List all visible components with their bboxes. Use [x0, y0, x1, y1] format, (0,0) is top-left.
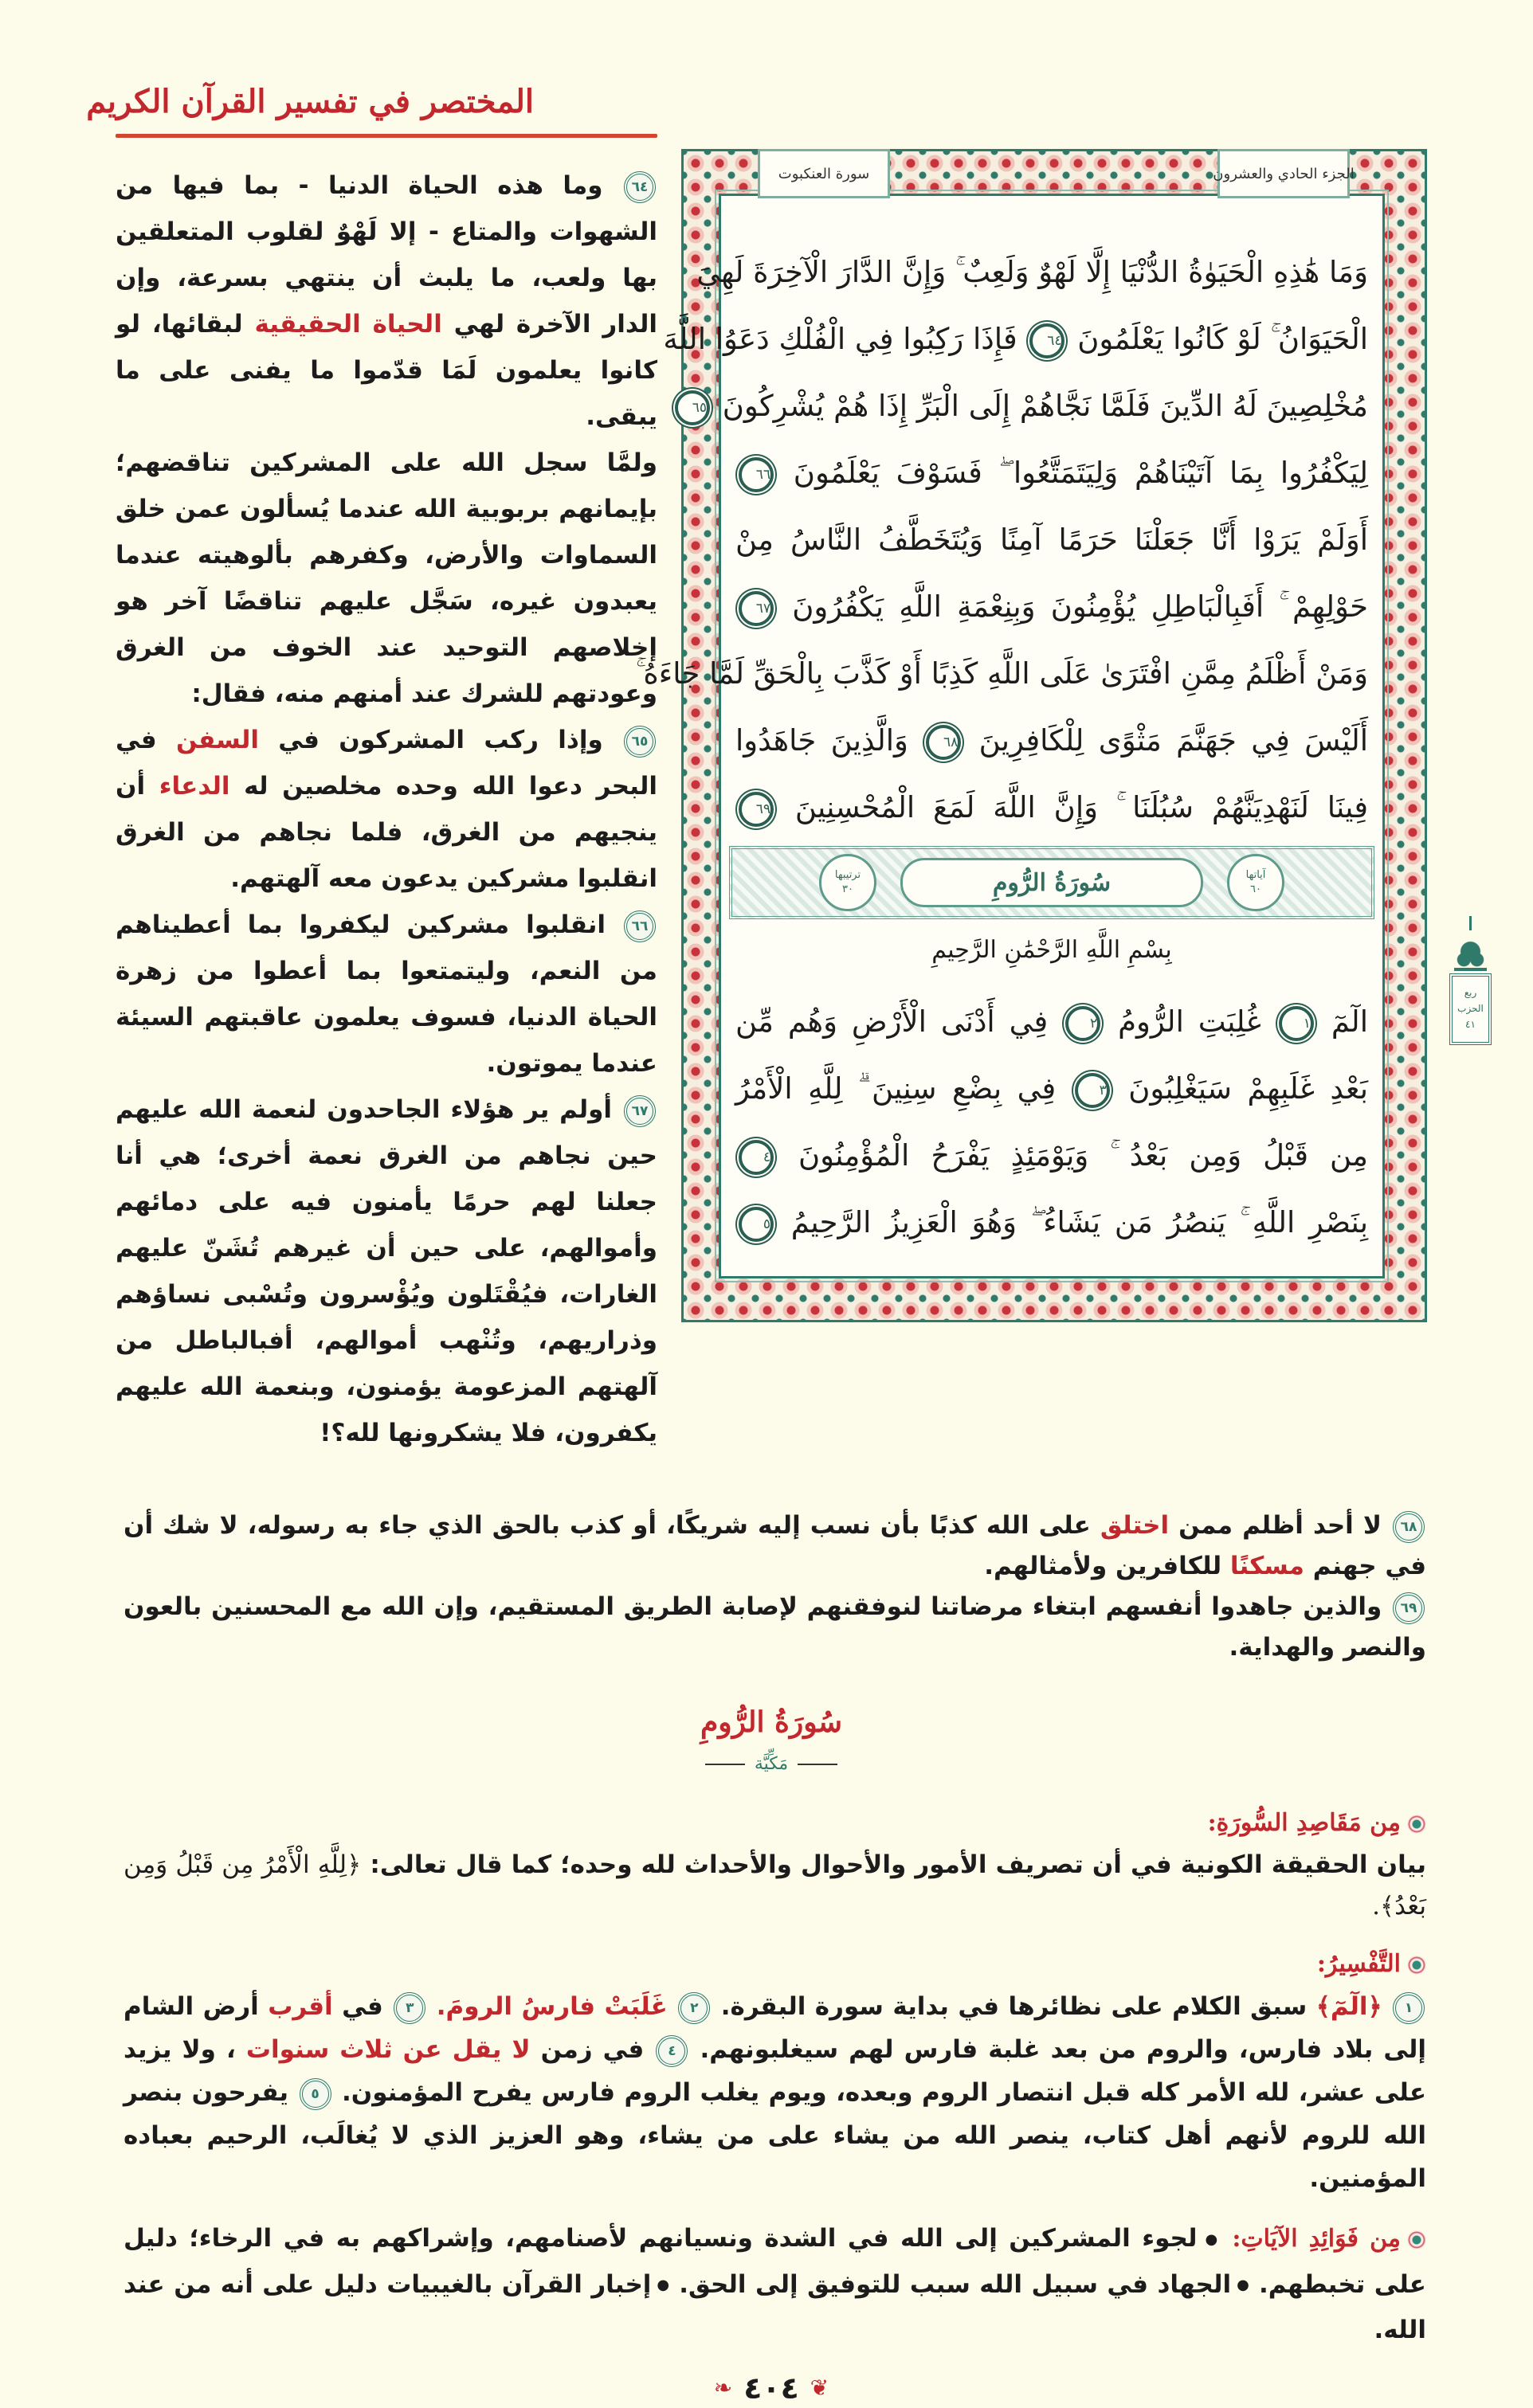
- order-value: ٣٠: [842, 883, 853, 895]
- benefit-item: ● إخبار القرآن بالغيبيات دليل على أنه من عند الله.: [124, 2270, 1426, 2345]
- rosette-bullet-icon: [1407, 2230, 1426, 2249]
- ayah-number-marker: ٦٩: [739, 792, 774, 827]
- highlighted-term: السفن: [175, 726, 259, 754]
- highlighted-term: أقرب: [268, 1992, 333, 2021]
- ayah-number-marker: ٥: [300, 2078, 331, 2110]
- quran-line: [735, 1055, 1368, 1122]
- quran-line: [735, 440, 1368, 507]
- rosette-bullet-icon: [1407, 1815, 1426, 1834]
- benefits-heading: مِن فَوَائِدِ الآيَاتِ:: [1232, 2225, 1402, 2253]
- mushaf-page: [636, 194, 1385, 1278]
- tafsir-full-width: [124, 1505, 1426, 1668]
- surah-label: سورة العنكبوت: [758, 149, 890, 198]
- highlighted-term: اختلق: [1100, 1511, 1170, 1540]
- text-run: ، ولا يزيد على عشر، لله الأمر كله قبل انتصار الروم وبعده، ويوم يغلب الروم فارس يفرح المؤمنون.: [124, 2035, 1427, 2107]
- order-label: ترتيبها: [834, 869, 861, 881]
- text-run: والذين جاهدوا أنفسهم ابتغاء مرضاتنا لنوفقنهم لإصابة الطريق المستقيم، وإن الله مع المحسنين بالعون والنصر والهداية.: [124, 1592, 1426, 1662]
- quran-line: [735, 574, 1368, 640]
- benefit-item: ● لجوء المشركين إلى الله في الشدة ونسيانهم لأصنامهم، وإشراكهم به في الرخاء؛ دليل على تخبطهم.: [124, 2224, 1426, 2299]
- ayah-number-marker: ٦٩: [1393, 1592, 1425, 1624]
- text-run: فِي أَدْنَى الْأَرْضِ وَهُم مِّن: [735, 1004, 1049, 1039]
- objectives-text: [124, 1844, 1426, 1927]
- highlighted-term: غَلَبَتْ فارسُ الرومَ.: [436, 1992, 668, 2021]
- highlighted-term: الدعاء: [159, 772, 230, 801]
- quran-line: [735, 989, 1368, 1055]
- tafsir-heading: [124, 1943, 1426, 1985]
- benefit-item: ● الجهاد في سبيل الله سبب للتوفيق إلى الحق.: [679, 2270, 1249, 2299]
- tafsir-paragraph: [116, 440, 657, 717]
- highlighted-term: مسكنًا: [1229, 1552, 1304, 1580]
- quran-line: [636, 640, 1368, 707]
- surah-order-medallion: [819, 854, 876, 911]
- quran-line: [735, 707, 1368, 774]
- surah-name: سُورَةُ الرُّومِ: [900, 858, 1203, 907]
- revelation-type: مَكِّيَّة: [754, 1754, 789, 1774]
- text-run: لبقائها، لو كانوا يعلمون لَمَا قدّموا ما يفنى على ما يبقى.: [116, 310, 657, 431]
- hizb-marker: [1443, 927, 1498, 1046]
- quran-line: [735, 774, 1368, 841]
- text-run: لا أحد أظلم ممن: [1178, 1511, 1382, 1540]
- text-run: انقلبوا مشركين ليكفروا بما أعطيناهم من النعم، وليتمتعوا بما أعطوا من زهرة الحياة الدنيا، فسوف يعلمون عاقبتهم السيئة عندما يموتون.: [116, 910, 657, 1078]
- basmala: بِسْمِ اللَّهِ الرَّحْمَٰنِ الرَّحِيمِ: [931, 936, 1172, 964]
- highlighted-term: الحياة الحقيقية: [254, 310, 442, 339]
- tafsir-paragraph: [116, 1087, 657, 1456]
- quran-line: [735, 507, 1368, 574]
- ayah-number-marker: ٥: [739, 1207, 774, 1242]
- tafsir-paragraph: [124, 1505, 1426, 1587]
- tafsir-section-text: [124, 1985, 1426, 2200]
- ayah-number-marker: ٦٥: [675, 390, 710, 425]
- page-body: [116, 149, 1427, 2408]
- quran-line: [663, 306, 1368, 373]
- text-run: الٓمٓ: [1331, 1004, 1368, 1039]
- tafsir-column: [116, 162, 657, 1456]
- text-run: سبق الكلام على نظائرها في بداية سورة البقرة.: [720, 1992, 1308, 2021]
- tafsir-section: [124, 1943, 1426, 2200]
- heading-text: التَّفْسِيرُ:: [1316, 1950, 1401, 1978]
- benefits-section: [124, 2216, 1426, 2352]
- ayah-number-marker: ٢: [678, 1992, 710, 2024]
- benefits-text: [124, 2216, 1426, 2352]
- ayah-number-marker: ٦٦: [624, 910, 656, 942]
- text-run: أولم ير هؤلاء الجاحدون لنعمة الله عليهم حين نجاهم من الغرق نعمة أخرى؛ هي أنا جعلنا لهم حرمًا يأمنون فيه على دمائهم وأموالهم، على حين أن غيرهم تُشَنّ عليهم الغارات، فيُقْتَلون ويُؤْسرون وتُسْبى نساؤهم وذراريهم، وتُنْهب أموالهم، أفبالباطل من آلهتهم المزعومة يؤمنون، وبنعمة الله عليهم يكفرون، فلا يشكرونها لله؟!: [116, 1095, 657, 1447]
- ayah-number-marker: ٣: [394, 1992, 425, 2024]
- ayah-number-marker: ٦٥: [624, 726, 656, 758]
- tafsir-paragraph: [116, 162, 657, 440]
- text-run: فَإِذَا رَكِبُوا فِي الْفُلْكِ دَعَوُا اللَّهَ: [663, 322, 1017, 356]
- ayah-number-marker: ٦٨: [926, 725, 961, 760]
- objectives-heading: [124, 1802, 1426, 1844]
- surah-intro-title: سُورَةُ الرُّومِ: [700, 1705, 843, 1739]
- divider: [798, 1764, 837, 1765]
- top-row: [116, 149, 1427, 1456]
- objectives-section: [124, 1802, 1426, 1927]
- hizb-box: [1449, 973, 1492, 1045]
- ornament-icon: ❧: [713, 2375, 733, 2401]
- text-run: في البحر دعوا الله وحده مخلصين له: [116, 726, 658, 801]
- text-run: بَعْدِ غَلَبِهِمْ سَيَغْلِبُونَ: [1128, 1071, 1369, 1106]
- mushaf-frame: [636, 149, 1427, 1322]
- text-run: في زمن: [540, 2035, 645, 2064]
- ayah-number-marker: ١: [1393, 1992, 1425, 2024]
- text-run: مُخْلِصِينَ لَهُ الدِّينَ فَلَمَّا نَجَّاهُمْ إِلَى الْبَرِّ إِذَا هُمْ يُشْرِكُونَ: [722, 389, 1368, 423]
- ayat-value: ٦٠: [1250, 883, 1261, 895]
- tafsir-paragraph: [124, 1587, 1426, 1668]
- text-run: لِيَكْفُرُوا بِمَا آتَيْنَاهُمْ وَلِيَتَمَتَّعُوا ۖ فَسَوْفَ يَعْلَمُونَ: [793, 456, 1368, 490]
- dome-ornament-icon: [1454, 927, 1487, 971]
- ayat-label: آياتها: [1245, 869, 1266, 881]
- text-run: أَلَيْسَ فِي جَهَنَّمَ مَثْوًى لِلْكَافِرِينَ: [978, 723, 1369, 758]
- ayah-number-marker: ٦٤: [624, 171, 656, 203]
- ayat-count-medallion: [1227, 854, 1284, 911]
- text-run: فِينَا لَنَهْدِيَنَّهُمْ سُبُلَنَا ۚ وَإِنَّ اللَّهَ لَمَعَ الْمُحْسِنِينَ: [794, 790, 1369, 824]
- page-number: ٤٠٤: [743, 2371, 799, 2406]
- text-run: وَمَنْ أَظْلَمُ مِمَّنِ افْتَرَىٰ عَلَى اللَّهِ كَذِبًا أَوْ كَذَّبَ بِالْحَقِّ لَمَّا جَاءَهُ ۚ: [636, 656, 1368, 691]
- text-run: غُلِبَتِ الرُّومُ: [1118, 1004, 1261, 1039]
- page-footer: [116, 2368, 1427, 2408]
- juz-label: الجزء الحادي والعشرون: [1217, 149, 1350, 198]
- ayah-number-marker: ٢: [1065, 1006, 1100, 1041]
- quran-line: [735, 1189, 1368, 1256]
- title-divider: [116, 134, 657, 138]
- ayah-number-marker: ٤: [656, 2035, 688, 2067]
- text-run: للكافرين ولأمثالهم.: [984, 1552, 1222, 1580]
- tafsir-paragraph: [116, 902, 657, 1087]
- surah-intro-type: [116, 1751, 1427, 1778]
- text-run: وَالَّذِينَ جَاهَدُوا: [735, 723, 908, 758]
- quran-line: [735, 1122, 1368, 1189]
- text-run: وإذا ركب المشركون في: [278, 726, 603, 754]
- text-run: في: [342, 1992, 383, 2021]
- highlighted-term: ﴿الٓمٓ﴾: [1315, 1992, 1382, 2021]
- heading-text: مِن مَقَاصِدِ السُّورَةِ:: [1207, 1809, 1401, 1837]
- quran-lines-ankabut: [636, 239, 1369, 841]
- hizb-label: ربع الحزب: [1457, 987, 1484, 1014]
- ayah-number-marker: ٦٧: [624, 1095, 656, 1127]
- text-run: وما هذه الحياة الدنيا - بما فيها من الشهوات والمتاع - إلا لَهْوٌ لقلوب المتعلقين بها ولعب، ما يلبث أن ينتهي بسرعة، وإن الدار الآخرة لهي: [116, 171, 658, 339]
- ayah-number-marker: ٤: [739, 1140, 774, 1175]
- text-run: أَوَلَمْ يَرَوْا أَنَّا جَعَلْنَا حَرَمًا آمِنًا وَيُتَخَطَّفُ النَّاسُ مِنْ: [735, 523, 1368, 557]
- divider: [705, 1764, 745, 1765]
- book-title: المختصر في تفسير القرآن الكريم: [86, 83, 534, 120]
- ayah-number-marker: ١: [1279, 1006, 1314, 1041]
- ornament-icon: ❦: [810, 2375, 829, 2401]
- text-run: مِن قَبْلُ وَمِن بَعْدُ ۚ وَيَوْمَئِذٍ يَفْرَحُ الْمُؤْمِنُونَ: [798, 1138, 1368, 1173]
- ayah-number-marker: ٦٨: [1393, 1511, 1425, 1543]
- objectives-body: بيان الحقيقة الكونية في أن تصريف الأمور والأحوال والأحداث لله وحده؛ كما قال تعالى:: [370, 1850, 1427, 1879]
- quran-line: [696, 239, 1368, 306]
- text-run: فِي بِضْعِ سِنِينَ ۗ لِلَّهِ الْأَمْرُ: [735, 1071, 1057, 1106]
- ayah-number-marker: ٣: [1075, 1073, 1110, 1108]
- text-run: ولمَّا سجل الله على المشركين تناقضهم؛ بإيمانهم بربوبية الله عندما يُسألون عمن خلق السماوات والأرض، وكفرهم بألوهيته عندما يعبدون غيره، سَجَّل عليهم تناقضًا آخر هو إخلاصهم التوحيد عند الخوف من الغرق وعودتهم للشرك عند أمنهم منه، فقال:: [116, 448, 657, 708]
- text-run: أرض الشام إلى بلاد فارس، والروم من بعد غلبة فارس لهم سيغلبونهم.: [124, 1992, 1426, 2064]
- text-run: أن ينجيهم من الغرق، فلما نجاهم من الغرق انقلبوا مشركين يدعون معه آلهتهم.: [116, 772, 657, 893]
- text-run: يفرحون بنصر الله للروم لأنهم أهل كتاب، ينصر الله من يشاء على من يشاء، وهو العزيز الذي لا يُغالَب، الرحيم بعباده المؤمنين.: [124, 2078, 1426, 2193]
- text-run: على الله كذبًا بأن نسب إليه شريكًا، أو كذب بالحق الذي جاء به رسوله، لا شك أن في جهنم: [124, 1511, 1426, 1580]
- quran-lines-rum: [735, 989, 1368, 1256]
- tafsir-paragraph: [116, 717, 657, 902]
- surah-banner: [729, 846, 1374, 919]
- quran-line: [692, 373, 1368, 440]
- text-run: الْحَيَوَانُ ۚ لَوْ كَانُوا يَعْلَمُونَ: [1077, 322, 1368, 356]
- text-run: حَوْلِهِمْ ۚ أَفَبِالْبَاطِلِ يُؤْمِنُونَ وَبِنِعْمَةِ اللَّهِ يَكْفُرُونَ: [792, 589, 1369, 624]
- quran-quote: ﴿لِلَّهِ الْأَمْرُ مِن قَبْلُ وَمِن بَعْدُ﴾.: [124, 1850, 1426, 1921]
- rosette-bullet-icon: [1407, 1956, 1426, 1975]
- ayah-number-marker: ٦٦: [739, 457, 774, 492]
- text-run: وَمَا هَٰذِهِ الْحَيَوٰةُ الدُّنْيَا إِلَّا لَهْوٌ وَلَعِبٌ ۚ وَإِنَّ الدَّارَ الْآخِرَةَ لَهِيَ: [696, 255, 1368, 289]
- highlighted-term: لا يقل عن ثلاث سنوات: [245, 2035, 531, 2064]
- ayah-number-marker: ٦٧: [739, 591, 774, 626]
- text-run: بِنَصْرِ اللَّهِ ۚ يَنصُرُ مَن يَشَاءُ ۖ وَهُوَ الْعَزِيزُ الرَّحِيمُ: [790, 1205, 1369, 1239]
- hizb-value: ٤١: [1465, 1019, 1476, 1030]
- ayah-number-marker: ٦٤: [1029, 323, 1064, 358]
